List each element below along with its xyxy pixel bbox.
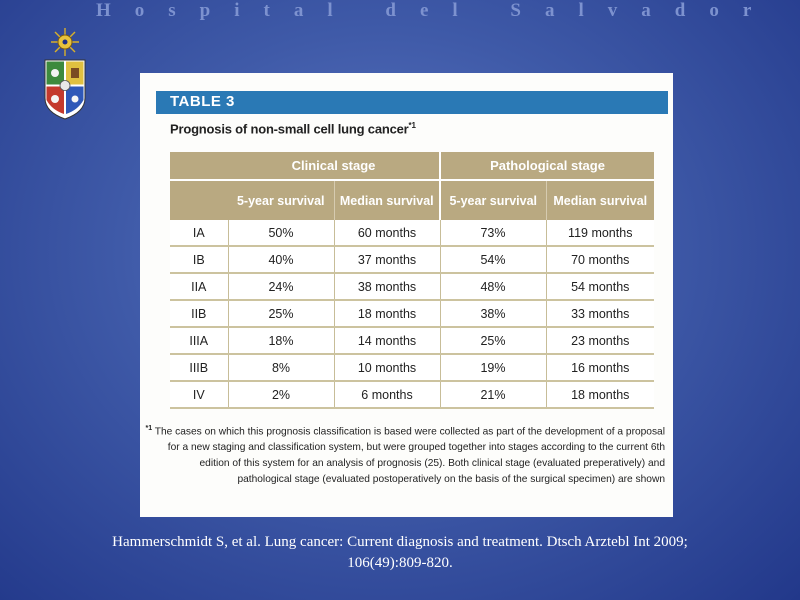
university-crest-icon <box>40 26 90 122</box>
stage-cell: IIIB <box>170 354 228 381</box>
clinical-5yr-cell: 8% <box>228 354 334 381</box>
pathological-5yr-header: 5-year survival <box>440 180 546 220</box>
citation-line-2: 106(49):809-820. <box>347 555 453 571</box>
clinical-5yr-cell: 40% <box>228 246 334 273</box>
citation <box>0 532 800 574</box>
pathological-5yr-cell: 21% <box>440 381 546 408</box>
table-row <box>170 246 654 273</box>
clinical-median-cell: 6 months <box>334 381 440 408</box>
clinical-stage-header: Clinical stage <box>228 152 440 180</box>
hospital-title: Hospital del Salvador <box>96 0 776 21</box>
clinical-5yr-cell: 50% <box>228 220 334 246</box>
table-footnote <box>145 421 665 488</box>
corner-header <box>170 152 228 180</box>
clinical-5yr-header: 5-year survival <box>228 180 334 220</box>
stage-cell: IIB <box>170 300 228 327</box>
pathological-5yr-cell: 25% <box>440 327 546 354</box>
table-image <box>140 73 673 517</box>
table-row <box>170 273 654 300</box>
pathological-median-cell: 54 months <box>546 273 654 300</box>
pathological-5yr-cell: 19% <box>440 354 546 381</box>
clinical-median-cell: 37 months <box>334 246 440 273</box>
caption-marker: *1 <box>408 121 416 130</box>
citation-line-1: Hammerschmidt S, et al. Lung cancer: Current diagnosis and treatment. Dtsch Arztebl Int 2009; <box>112 534 688 550</box>
pathological-stage-header: Pathological stage <box>440 152 654 180</box>
table-title-bar <box>156 91 668 114</box>
table-row <box>170 327 654 354</box>
pathological-median-header: Median survival <box>546 180 654 220</box>
clinical-median-cell: 60 months <box>334 220 440 246</box>
footnote-marker: *1 <box>145 425 153 432</box>
pathological-median-cell: 16 months <box>546 354 654 381</box>
pathological-median-cell: 119 months <box>546 220 654 246</box>
table-caption <box>170 121 416 136</box>
clinical-median-cell: 18 months <box>334 300 440 327</box>
clinical-median-header: Median survival <box>334 180 440 220</box>
clinical-5yr-cell: 25% <box>228 300 334 327</box>
pathological-5yr-cell: 38% <box>440 300 546 327</box>
stage-subheader <box>170 180 228 220</box>
pathological-median-cell: 23 months <box>546 327 654 354</box>
table-row <box>170 354 654 381</box>
table-label: TABLE 3 <box>170 93 235 110</box>
clinical-5yr-cell: 18% <box>228 327 334 354</box>
crest-shield <box>45 60 85 119</box>
stage-cell: IA <box>170 220 228 246</box>
table-row <box>170 300 654 327</box>
table-row <box>170 220 654 246</box>
pathological-5yr-cell: 73% <box>440 220 546 246</box>
stage-cell: IIA <box>170 273 228 300</box>
table-row <box>170 381 654 408</box>
caption-text: Prognosis of non-small cell lung cancer <box>170 121 409 137</box>
clinical-median-cell: 38 months <box>334 273 440 300</box>
pathological-5yr-cell: 48% <box>440 273 546 300</box>
clinical-5yr-cell: 2% <box>228 381 334 408</box>
prognosis-table <box>170 152 654 409</box>
stage-cell: IB <box>170 246 228 273</box>
pathological-median-cell: 70 months <box>546 246 654 273</box>
footnote-text: The cases on which this prognosis classification is based were collected as part of the development of a proposal for a new staging and classification system, but were grouped together into stages according to the current 6th edition of this system for an analysis of prognosis (25). Both clinical stage (evaluated preperatively) and pathological stage (evaluated postoperatively on the basis of the surgical specimen) are shown <box>154 426 665 486</box>
clinical-5yr-cell: 24% <box>228 273 334 300</box>
pathological-5yr-cell: 54% <box>440 246 546 273</box>
pathological-median-cell: 33 months <box>546 300 654 327</box>
stage-cell: IV <box>170 381 228 408</box>
stage-cell: IIIA <box>170 327 228 354</box>
clinical-median-cell: 14 months <box>334 327 440 354</box>
clinical-median-cell: 10 months <box>334 354 440 381</box>
star-emblem <box>51 28 79 56</box>
pathological-median-cell: 18 months <box>546 381 654 408</box>
